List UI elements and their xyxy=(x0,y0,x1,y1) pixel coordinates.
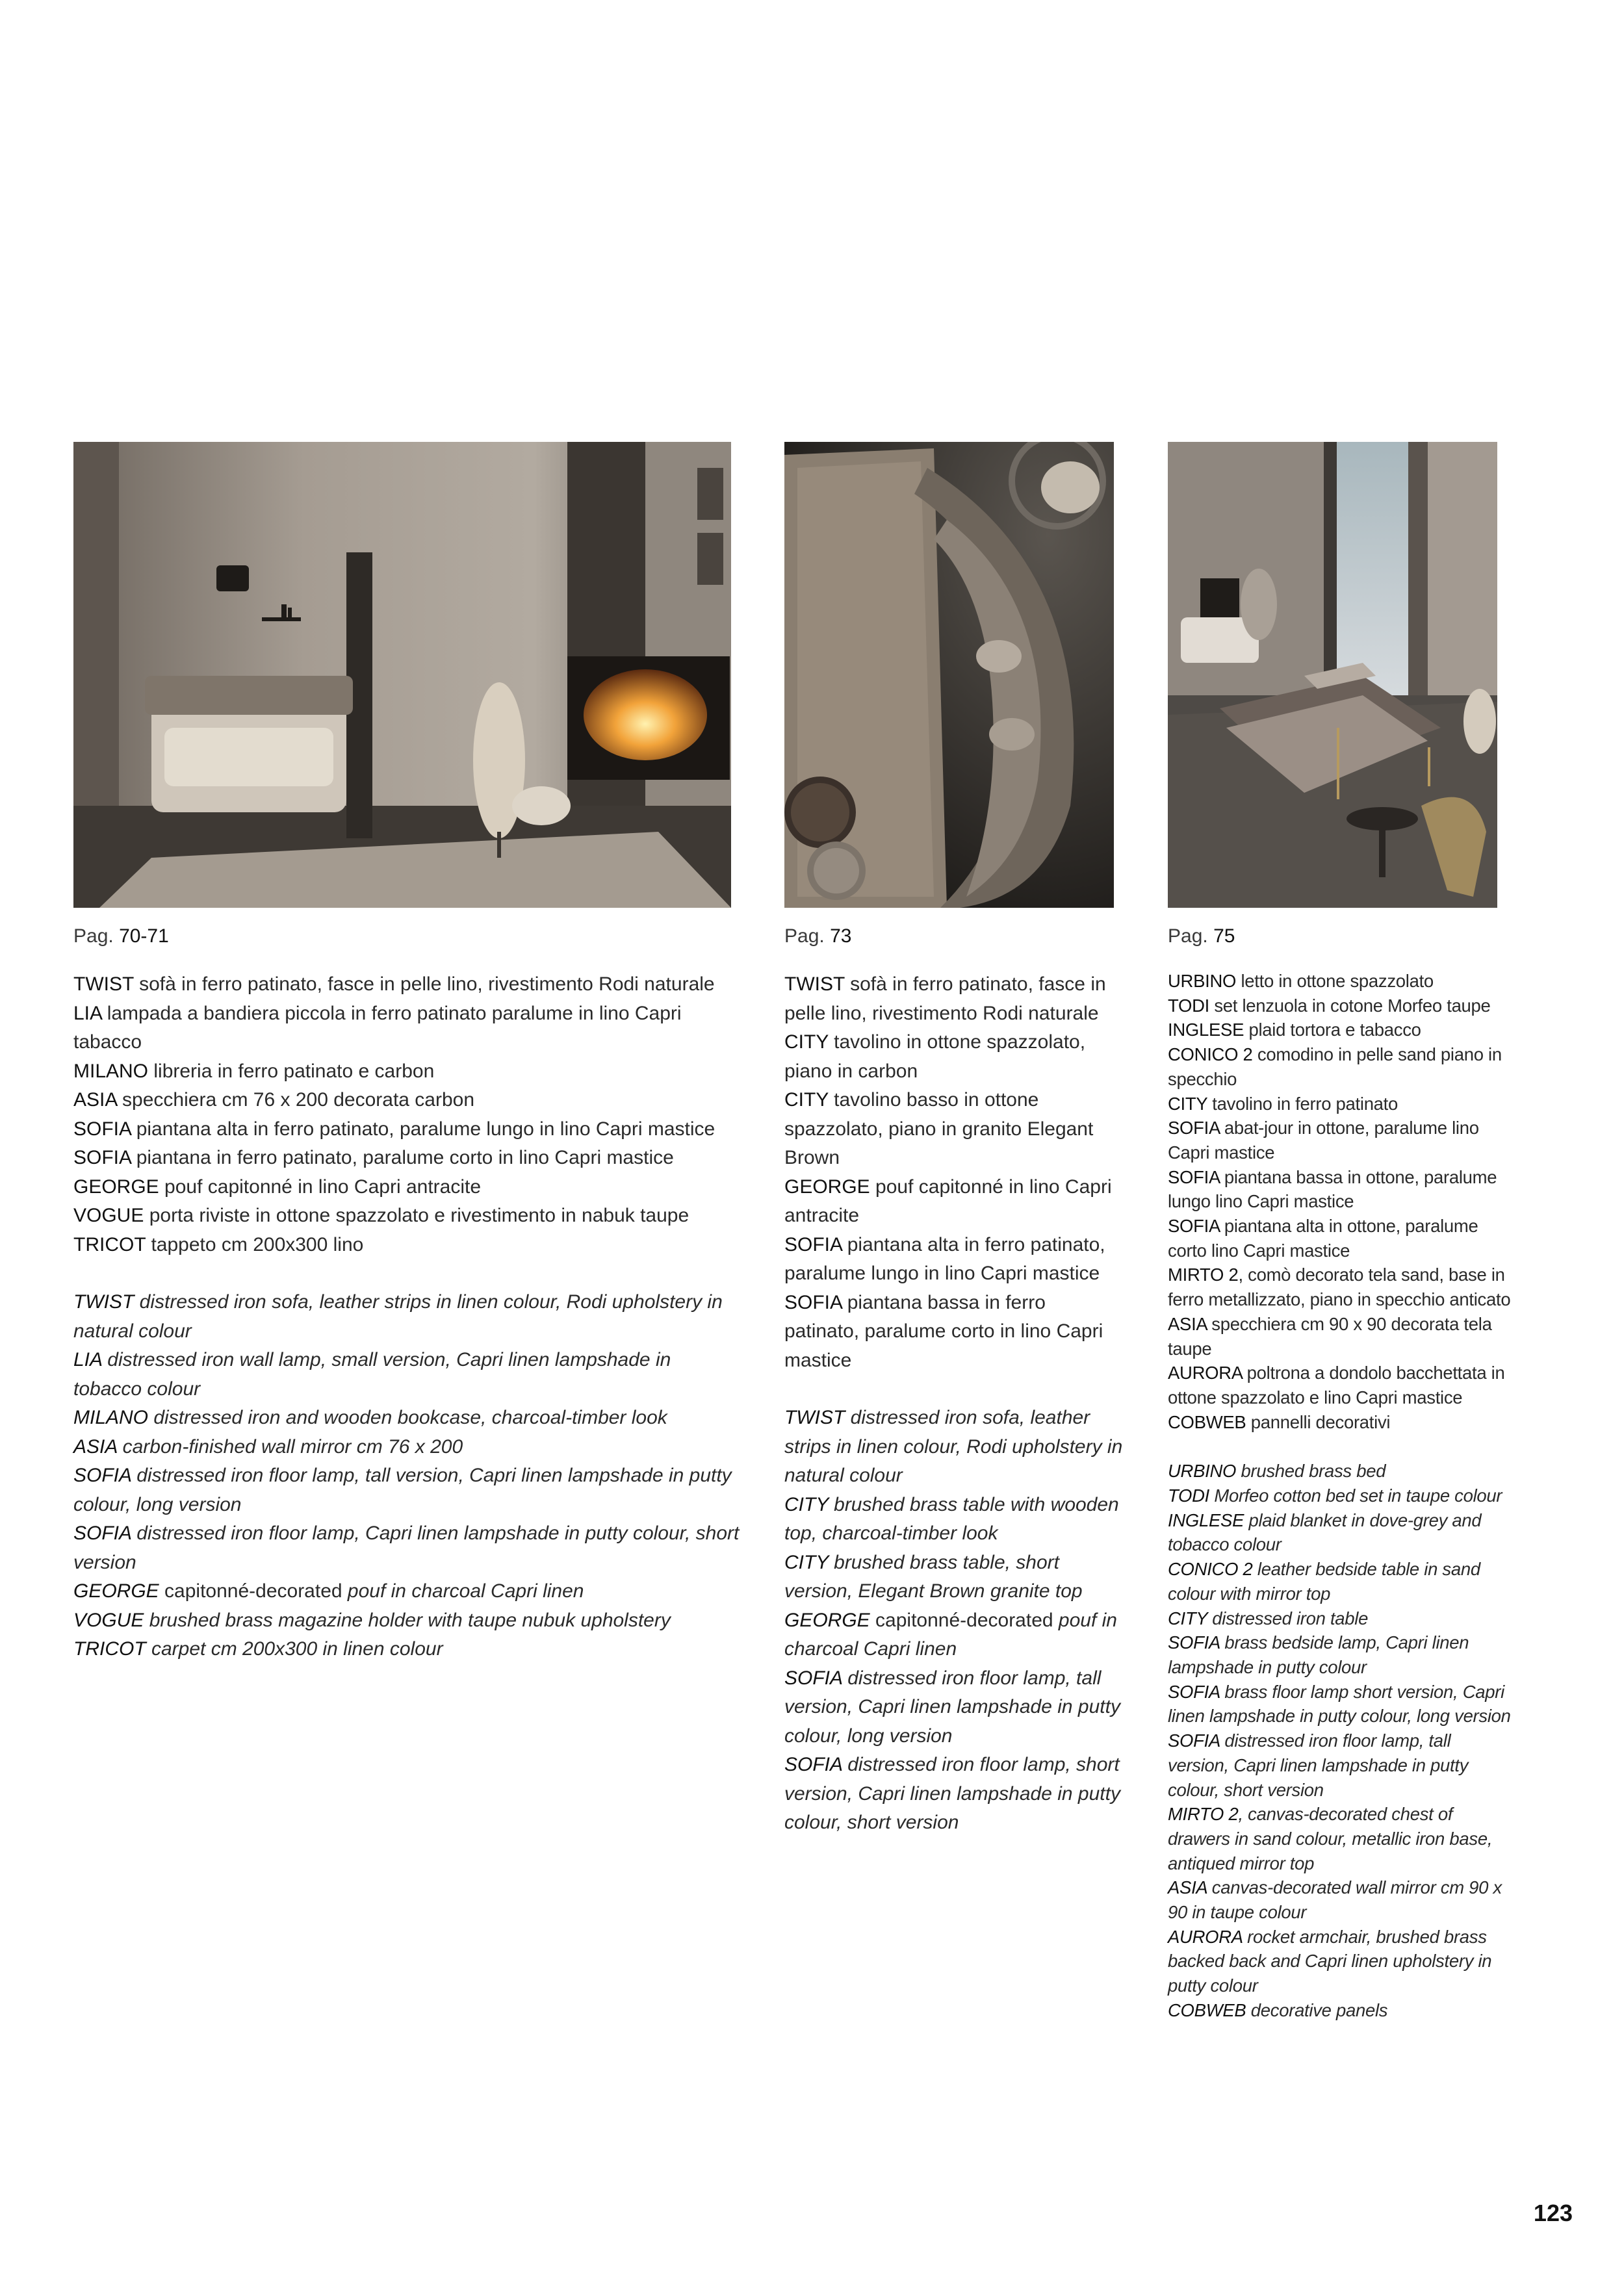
page-reference xyxy=(784,923,1126,949)
list-item xyxy=(784,1086,1126,1173)
caption-column-pag-70-71 xyxy=(73,923,743,1664)
product-description: sofà in ferro patinato, fasce in pelle lino, rivestimento Rodi naturale xyxy=(133,973,715,995)
product-name: SOFIA xyxy=(1168,1166,1220,1187)
product-description: distressed iron and wooden bookcase, charcoal-timber look xyxy=(148,1407,667,1428)
list-item xyxy=(73,1519,743,1577)
caption-column-pag-73 xyxy=(784,923,1126,1838)
product-description: distressed iron floor lamp, tall version, Capri linen lampshade in putty colour, long version xyxy=(73,1465,732,1515)
product-description: comodino in pelle sand piano in specchio xyxy=(1168,1044,1502,1089)
product-name: AURORA xyxy=(1168,1926,1243,1947)
product-name: SOFIA xyxy=(784,1667,842,1689)
list-item xyxy=(784,1664,1126,1751)
list-item xyxy=(784,1231,1126,1289)
english-product-list xyxy=(784,1404,1126,1838)
product-description: sofà in ferro patinato, fasce in pelle lino, rivestimento Rodi naturale xyxy=(784,973,1106,1024)
list-item xyxy=(73,1057,743,1086)
product-name: VOGUE xyxy=(73,1205,144,1226)
product-name: TWIST xyxy=(784,973,845,995)
list-item xyxy=(73,1202,743,1231)
product-description: distressed iron wall lamp, small version, Capri linen lampshade in tobacco colour xyxy=(73,1349,671,1400)
list-item xyxy=(73,1606,743,1636)
product-name: CITY xyxy=(784,1551,829,1573)
product-description: lampada a bandiera piccola in ferro patinato paralume in lino Capri tabacco xyxy=(73,1002,682,1053)
list-item xyxy=(784,970,1126,1028)
list-item xyxy=(73,1404,743,1433)
product-name: CITY xyxy=(1168,1608,1207,1628)
product-description: poltrona a dondolo bacchettata in ottone spazzolato e lino Capri mastice xyxy=(1168,1363,1505,1408)
list-item xyxy=(1168,1606,1512,1631)
list-item xyxy=(1168,1018,1512,1042)
list-item xyxy=(1168,1484,1512,1508)
list-item xyxy=(1168,1042,1512,1091)
italian-product-list xyxy=(784,970,1126,1375)
list-item xyxy=(1168,1630,1512,1679)
product-description: letto in ottone spazzolato xyxy=(1236,971,1434,991)
product-description: distressed iron floor lamp, Capri linen lampshade in putty colour, short version xyxy=(73,1523,740,1573)
list-item xyxy=(1168,1263,1512,1311)
product-name: GEORGE xyxy=(73,1176,159,1198)
product-description: pouf capitonné in lino Capri antracite xyxy=(159,1176,482,1198)
product-description: plaid blanket in dove-grey and tobacco colour xyxy=(1168,1510,1482,1555)
list-item xyxy=(73,1144,743,1173)
list-item xyxy=(1168,1998,1512,2023)
product-description: specchiera cm 76 x 200 decorata carbon xyxy=(116,1089,475,1111)
product-description: plaid tortora e tabacco xyxy=(1244,1020,1421,1040)
product-name: TWIST xyxy=(73,1291,135,1313)
product-description: carbon-finished wall mirror cm 76 x 200 xyxy=(117,1435,463,1458)
list-item xyxy=(73,1288,743,1346)
product-name: SOFIA xyxy=(1168,1216,1220,1237)
product-name: MIRTO 2 xyxy=(1168,1265,1239,1285)
list-item xyxy=(73,1635,743,1664)
list-item xyxy=(73,1461,743,1519)
list-item xyxy=(1168,1925,1512,1998)
product-description: porta riviste in ottone spazzolato e rivestimento in nabuk taupe xyxy=(144,1205,690,1226)
list-item xyxy=(784,1289,1126,1376)
list-item xyxy=(784,1751,1126,1838)
product-name: MILANO xyxy=(73,1407,149,1428)
caption-column-pag-75 xyxy=(1168,923,1512,2023)
product-description: piantana in ferro patinato, paralume corto in lino Capri mastice xyxy=(131,1147,674,1168)
list-item xyxy=(73,1433,743,1462)
product-name: TODI xyxy=(1168,995,1209,1016)
product-name: TWIST xyxy=(784,1407,845,1428)
list-item xyxy=(784,1491,1126,1549)
product-description: pannelli decorativi xyxy=(1246,1411,1391,1432)
pag-label: Pag. xyxy=(784,925,825,947)
product-description: brushed brass magazine holder with taupe nubuk upholstery xyxy=(144,1609,671,1631)
product-description: piantana bassa in ottone, paralume lungo lino Capri mastice xyxy=(1168,1166,1497,1212)
pag-number: 75 xyxy=(1213,925,1235,947)
product-name: MILANO xyxy=(73,1060,149,1082)
list-item xyxy=(73,970,743,999)
product-description: distressed iron floor lamp, tall version, Capri linen lampshade in putty colour, long version xyxy=(784,1667,1120,1747)
product-name: TWIST xyxy=(73,973,134,995)
product-name: ASIA xyxy=(73,1435,118,1458)
list-item xyxy=(784,1028,1126,1086)
product-name: SOFIA xyxy=(784,1233,842,1255)
product-name: ASIA xyxy=(1168,1877,1207,1898)
product-description: pouf in charcoal Capri linen xyxy=(342,1580,584,1602)
product-description: , canvas-decorated chest of drawers in sand colour, metallic iron base, antiqued mirror top xyxy=(1168,1804,1493,1873)
list-item xyxy=(784,1606,1126,1664)
product-name: SOFIA xyxy=(1168,1730,1220,1751)
list-item xyxy=(73,1577,743,1606)
product-name: VOGUE xyxy=(73,1609,144,1631)
product-name: LIA xyxy=(73,1002,102,1024)
product-description: brushed brass table, short version, Elegant Brown granite top xyxy=(784,1551,1083,1602)
sofa-overhead-photo xyxy=(784,442,1114,908)
product-description: decorative panels xyxy=(1246,1999,1388,2020)
product-name: ASIA xyxy=(1168,1313,1207,1334)
product-description: brushed brass bed xyxy=(1236,1461,1386,1482)
italian-product-list xyxy=(73,970,743,1259)
product-name: COBWEB xyxy=(1168,1999,1246,2020)
product-description: abat-jour in ottone, paralume lino Capri mastice xyxy=(1168,1118,1479,1163)
list-item xyxy=(1168,969,1512,994)
product-name: URBINO xyxy=(1168,971,1237,991)
list-item xyxy=(1168,1312,1512,1361)
product-description: rocket armchair, brushed brass backed back and Capri linen upholstery in putty colour xyxy=(1168,1926,1492,1996)
list-item xyxy=(1168,1508,1512,1557)
product-description: tavolino basso in ottone spazzolato, piano in granito Elegant Brown xyxy=(784,1089,1094,1168)
product-description-plain: capitonné-decorated xyxy=(159,1580,342,1602)
product-description: canvas-decorated wall mirror cm 90 x 90 in taupe colour xyxy=(1168,1877,1502,1923)
product-name: SOFIA xyxy=(784,1291,842,1313)
list-item xyxy=(1168,1459,1512,1484)
product-description: brass bedside lamp, Capri linen lampshade in putty colour xyxy=(1168,1632,1469,1677)
english-product-list xyxy=(1168,1459,1512,2022)
list-item xyxy=(1168,1092,1512,1116)
product-name: CONICO 2 xyxy=(1168,1044,1253,1065)
product-name: URBINO xyxy=(1168,1461,1237,1482)
list-item xyxy=(1168,1802,1512,1875)
product-name: GEORGE xyxy=(784,1609,870,1631)
product-name: SOFIA xyxy=(73,1523,131,1544)
list-item xyxy=(1168,1165,1512,1214)
product-name: ASIA xyxy=(73,1089,117,1111)
list-item xyxy=(73,1173,743,1202)
list-item xyxy=(1168,1875,1512,1924)
product-description: tavolino in ferro patinato xyxy=(1207,1093,1398,1114)
product-description: , comò decorato tela sand, base in ferro metallizzato, piano in specchio anticato xyxy=(1168,1265,1511,1310)
product-name: AURORA xyxy=(1168,1363,1243,1383)
product-name: TODI xyxy=(1168,1485,1209,1506)
list-item xyxy=(73,1231,743,1260)
product-name: LIA xyxy=(73,1349,102,1370)
product-description: piantana alta in ottone, paralume corto lino Capri mastice xyxy=(1168,1216,1478,1261)
page-number: 123 xyxy=(1533,2200,1573,2226)
product-name: SOFIA xyxy=(1168,1681,1220,1702)
product-name: TRICOT xyxy=(73,1638,146,1660)
product-description-plain: capitonné-decorated xyxy=(870,1609,1053,1631)
list-item xyxy=(784,1173,1126,1231)
italian-product-list xyxy=(1168,969,1512,1434)
product-name: CITY xyxy=(1168,1093,1207,1114)
product-name: SOFIA xyxy=(1168,1118,1220,1138)
product-description: tavolino in ottone spazzolato, piano in carbon xyxy=(784,1031,1086,1082)
list-item xyxy=(73,1115,743,1144)
product-description: brushed brass table with wooden top, charcoal-timber look xyxy=(784,1493,1119,1544)
product-description: distressed iron floor lamp, short version, Capri linen lampshade in putty colour, short version xyxy=(784,1754,1120,1833)
product-description: distressed iron sofa, leather strips in linen colour, Rodi upholstery in natural colour xyxy=(73,1291,723,1342)
product-name: MIRTO 2 xyxy=(1168,1804,1239,1825)
pag-label: Pag. xyxy=(1168,925,1208,947)
living-room-photo xyxy=(73,442,731,908)
product-description: carpet cm 200x300 in linen colour xyxy=(146,1638,443,1660)
product-name: SOFIA xyxy=(73,1147,131,1168)
product-description: pouf in charcoal Capri linen xyxy=(784,1609,1117,1660)
product-name: SOFIA xyxy=(73,1465,131,1486)
list-item xyxy=(1168,1557,1512,1606)
product-name: INGLESE xyxy=(1168,1510,1244,1530)
product-description: piantana alta in ferro patinato, paralume lungo in lino Capri mastice xyxy=(784,1233,1105,1284)
product-description: distressed iron sofa, leather strips in linen colour, Rodi upholstery in natural colour xyxy=(784,1407,1123,1486)
list-item xyxy=(73,1346,743,1404)
product-description: set lenzuola in cotone Morfeo taupe xyxy=(1209,995,1491,1016)
product-description: pouf capitonné in lino Capri antracite xyxy=(784,1176,1112,1226)
product-description: libreria in ferro patinato e carbon xyxy=(148,1060,435,1082)
product-description: distressed iron floor lamp, tall version, Capri linen lampshade in putty colour, short version xyxy=(1168,1730,1469,1800)
product-name: GEORGE xyxy=(784,1176,870,1198)
product-description: Morfeo cotton bed set in taupe colour xyxy=(1209,1485,1502,1506)
product-description: specchiera cm 90 x 90 decorata tela taupe xyxy=(1168,1313,1492,1359)
product-description: brass floor lamp short version, Capri linen lampshade in putty colour, long version xyxy=(1168,1681,1511,1727)
pag-number: 73 xyxy=(830,925,852,947)
product-name: CONICO 2 xyxy=(1168,1559,1253,1580)
product-name: CITY xyxy=(784,1493,829,1515)
product-description: distressed iron table xyxy=(1207,1608,1369,1628)
page-reference xyxy=(1168,923,1512,949)
list-item xyxy=(73,999,743,1057)
product-name: COBWEB xyxy=(1168,1411,1246,1432)
product-description: tappeto cm 200x300 lino xyxy=(146,1233,364,1255)
product-name: SOFIA xyxy=(1168,1632,1220,1653)
product-name: TRICOT xyxy=(73,1233,146,1255)
list-item xyxy=(1168,1361,1512,1409)
product-name: SOFIA xyxy=(784,1754,842,1775)
list-item xyxy=(1168,1729,1512,1802)
list-item xyxy=(1168,1410,1512,1435)
product-name: INGLESE xyxy=(1168,1020,1244,1040)
list-item xyxy=(1168,1116,1512,1164)
product-description: piantana bassa in ferro patinato, paralume corto in lino Capri mastice xyxy=(784,1291,1103,1371)
product-name: GEORGE xyxy=(73,1580,159,1602)
pag-number: 70-71 xyxy=(119,925,169,947)
product-name: SOFIA xyxy=(73,1118,131,1140)
list-item xyxy=(784,1404,1126,1491)
english-product-list xyxy=(73,1288,743,1664)
bedroom-photo xyxy=(1168,442,1497,908)
page-reference xyxy=(73,923,743,949)
list-item xyxy=(784,1549,1126,1606)
product-name: CITY xyxy=(784,1089,829,1111)
product-description: piantana alta in ferro patinato, paralume lungo in lino Capri mastice xyxy=(131,1118,715,1140)
pag-label: Pag. xyxy=(73,925,114,947)
product-description: leather bedside table in sand colour with mirror top xyxy=(1168,1559,1480,1604)
list-item xyxy=(1168,1680,1512,1729)
list-item xyxy=(73,1086,743,1115)
list-item xyxy=(1168,1214,1512,1263)
list-item xyxy=(1168,994,1512,1018)
product-name: CITY xyxy=(784,1031,829,1053)
